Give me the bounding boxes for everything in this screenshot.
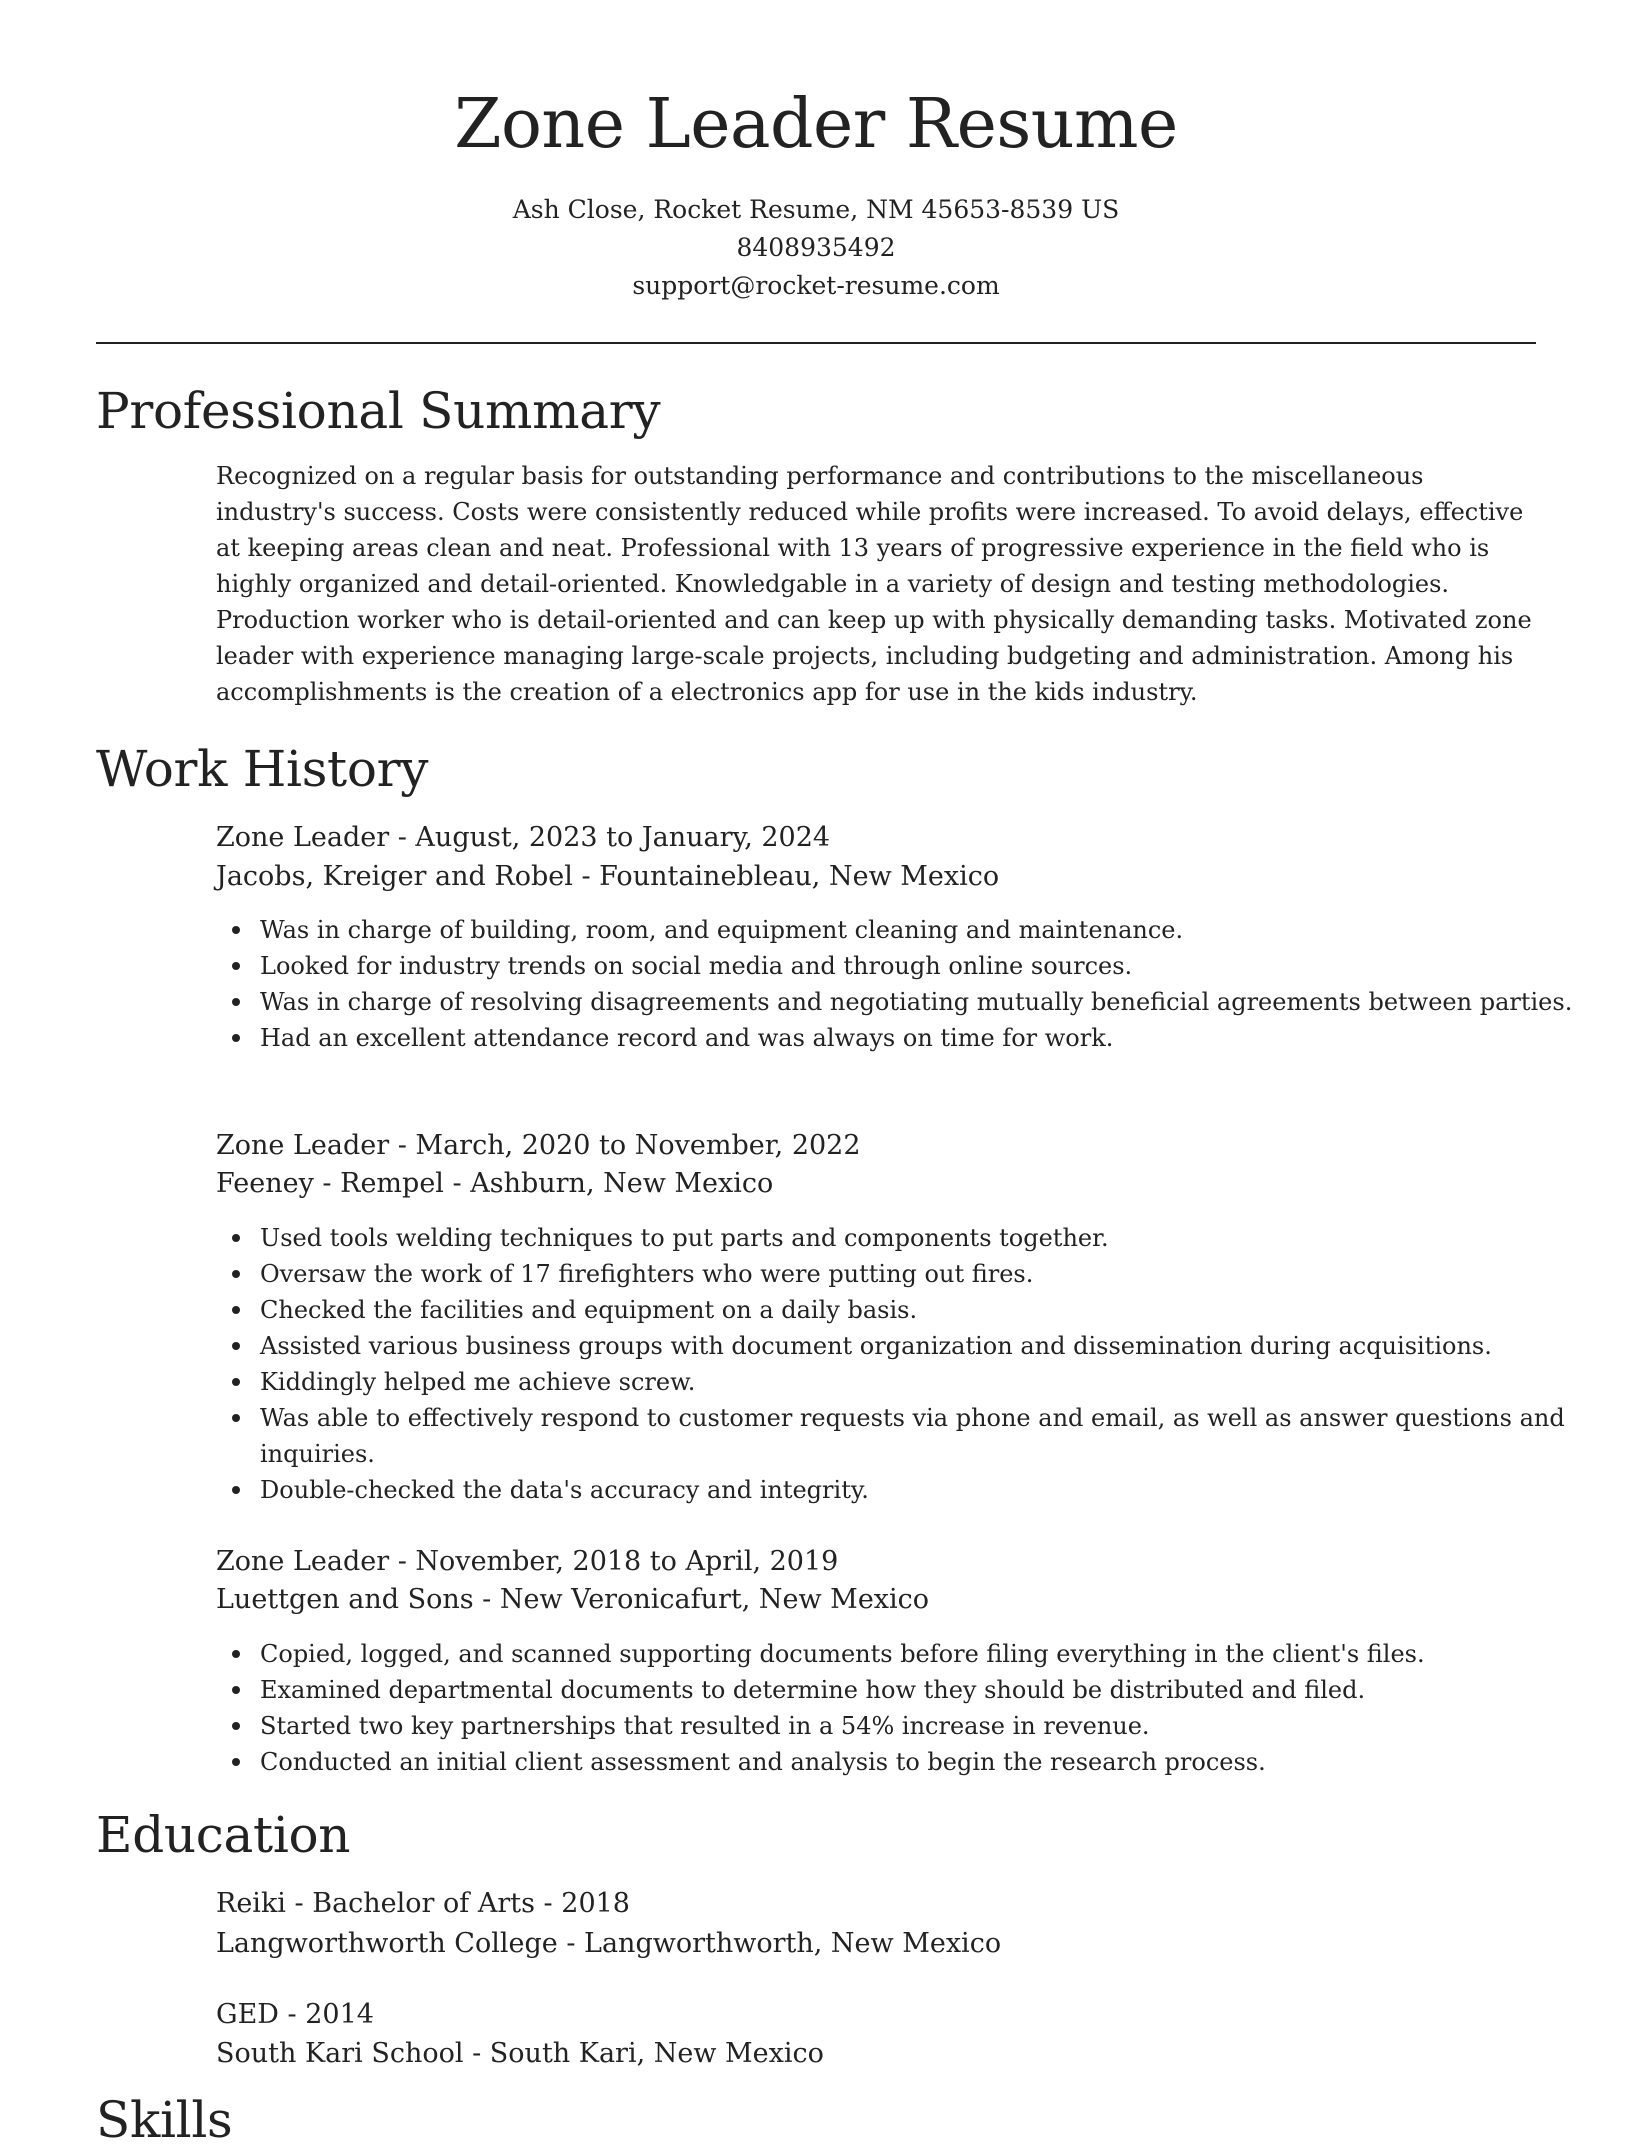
- education-school-line: [216, 1924, 1536, 1964]
- header-divider: [96, 342, 1536, 344]
- education-degree-line: GED - 2014: [216, 1999, 374, 2030]
- contact-address: Ash Close, Rocket Resume, NM 45653-8539 US: [512, 195, 1120, 224]
- education-location: - Langworthworth, New Mexico: [557, 1928, 1002, 1959]
- education-degree-line: Reiki - Bachelor of Arts - 2018: [216, 1888, 630, 1919]
- education-location: - South Kari, New Mexico: [463, 2038, 824, 2069]
- list-item: Oversaw the work of 17 firefighters who were putting out fires.: [260, 1256, 1580, 1292]
- job-company: Feeney - Rempel: [216, 1168, 444, 1199]
- job-company: Luettgen and Sons: [216, 1584, 474, 1615]
- job-title: Zone Leader: [216, 822, 390, 853]
- education-school: Langworthworth College: [216, 1928, 558, 1959]
- job-dates: - August, 2023 to January, 2024: [389, 822, 831, 853]
- job-title-line: [216, 1126, 1536, 1166]
- list-item: Had an excellent attendance record and was always on time for work.: [260, 1020, 1580, 1056]
- section-heading-education: Education: [96, 1806, 351, 1864]
- job-location: - Ashburn, New Mexico: [443, 1168, 774, 1199]
- education-school: South Kari School: [216, 2038, 464, 2069]
- job-company-line: [216, 1580, 1536, 1620]
- job-bullet-list: [216, 1636, 1580, 1780]
- job-company-line: [216, 1164, 1536, 1204]
- contact-phone: 8408935492: [736, 233, 896, 262]
- job-title: Zone Leader: [216, 1130, 390, 1161]
- section-heading-work-history: Work History: [96, 740, 429, 798]
- list-item: Used tools welding techniques to put parts and components together.: [260, 1220, 1580, 1256]
- list-item: Conducted an initial client assessment and analysis to begin the research process.: [260, 1744, 1580, 1780]
- job-bullet-list: [216, 1220, 1580, 1508]
- list-item: Examined departmental documents to determine how they should be distributed and filed.: [260, 1672, 1580, 1708]
- list-item: Kiddingly helped me achieve screw.: [260, 1364, 1580, 1400]
- job-title-line: [216, 1542, 1536, 1582]
- list-item: Looked for industry trends on social media and through online sources.: [260, 948, 1580, 984]
- job-location: - Fountainebleau, New Mexico: [572, 861, 1000, 892]
- job-location: - New Veronicafurt, New Mexico: [473, 1584, 930, 1615]
- list-item: Was in charge of building, room, and equipment cleaning and maintenance.: [260, 912, 1580, 948]
- list-item: Was able to effectively respond to customer requests via phone and email, as well as answer questions and inquiries.: [260, 1400, 1580, 1472]
- list-item: Assisted various business groups with document organization and dissemination during acquisitions.: [260, 1328, 1580, 1364]
- job-dates: - March, 2020 to November, 2022: [389, 1130, 861, 1161]
- job-company-line: [216, 857, 1536, 897]
- contact-email: support@rocket-resume.com: [632, 271, 1000, 300]
- job-title-line: [216, 818, 1536, 858]
- summary-paragraph: Recognized on a regular basis for outstanding performance and contributions to the miscellaneous industry's success. Costs were consistently reduced while profits were increased. To avoid delays, effective at keeping areas clean and neat. Professional with 13 years of progressive experience in the field who is highly organized and detail-oriented. Knowledgable in a variety of design and testing methodologies. Production worker who is detail-oriented and can keep up with physically demanding tasks. Motivated zone leader with experience managing large-scale projects, including budgeting and administration. Among his accomplishments is the creation of a electronics app for use in the kids industry.: [216, 462, 1532, 706]
- job-company: Jacobs, Kreiger and Robel: [216, 861, 573, 892]
- list-item: Double-checked the data's accuracy and integrity.: [260, 1472, 1580, 1508]
- list-item: Checked the facilities and equipment on a daily basis.: [260, 1292, 1580, 1328]
- job-bullet-list: [216, 912, 1580, 1056]
- list-item: Copied, logged, and scanned supporting documents before filing everything in the client's files.: [260, 1636, 1580, 1672]
- job-title: Zone Leader: [216, 1546, 390, 1577]
- resume-title: Zone Leader Resume: [454, 85, 1178, 164]
- list-item: Started two key partnerships that resulted in a 54% increase in revenue.: [260, 1708, 1580, 1744]
- section-heading-summary: Professional Summary: [96, 382, 661, 440]
- section-heading-skills: Skills: [96, 2091, 233, 2149]
- list-item: Was in charge of resolving disagreements and negotiating mutually beneficial agreements between parties.: [260, 984, 1580, 1020]
- job-dates: - November, 2018 to April, 2019: [389, 1546, 839, 1577]
- education-school-line: [216, 2034, 1536, 2074]
